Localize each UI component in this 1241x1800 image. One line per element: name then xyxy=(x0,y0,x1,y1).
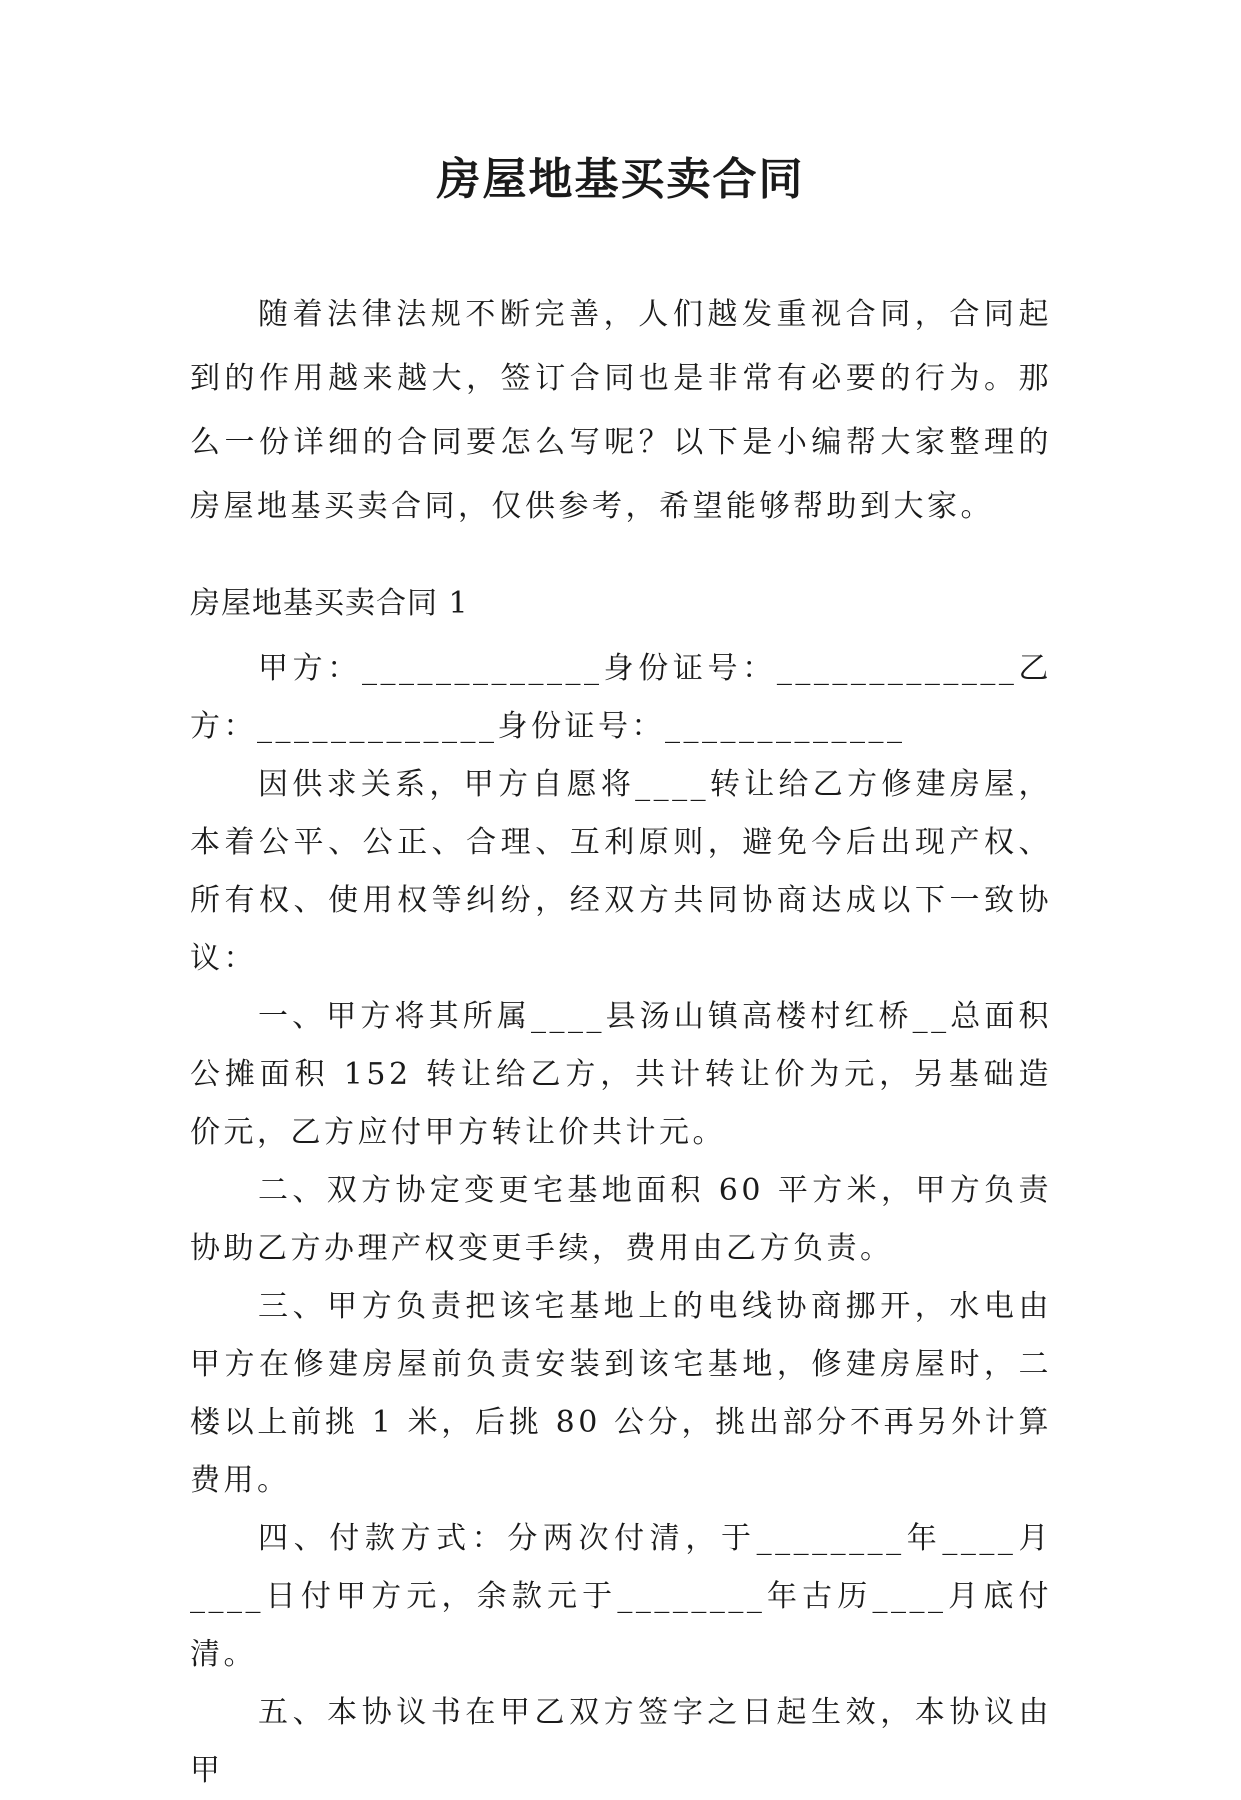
section-title: 房屋地基买卖合同 1 xyxy=(190,586,469,621)
parties-line: 甲方：_____________身份证号：_____________乙方：_____________身份证号：_____________ xyxy=(190,651,1052,744)
contract-body xyxy=(190,640,1052,1800)
clause-5: 五、本协议书在甲乙双方签字之日起生效，本协议由甲 xyxy=(190,1695,1052,1788)
intro-paragraph: 随着法律法规不断完善，人们越发重视合同，合同起到的作用越来越大，签订合同也是非常有必要的行为。那么一份详细的合同要怎么写呢？以下是小编帮大家整理的房屋地基买卖合同，仅供参考，希望能够帮助到大家。 xyxy=(190,297,1052,524)
clause-4: 四、付款方式：分两次付清，于________年____月____日付甲方元，余款元于________年古历____月底付清。 xyxy=(190,1521,1052,1672)
clause-2: 二、双方协定变更宅基地面积 60 平方米，甲方负责协助乙方办理产权变更手续，费用由乙方负责。 xyxy=(190,1173,1052,1266)
document-title: 房屋地基买卖合同 xyxy=(436,154,805,205)
clause-1: 一、甲方将其所属____县汤山镇高楼村红桥__总面积公摊面积 152 转让给乙方，共计转让价为元，另基础造价元，乙方应付甲方转让价共计元。 xyxy=(190,999,1052,1150)
preamble-paragraph: 因供求关系，甲方自愿将____转让给乙方修建房屋，本着公平、公正、合理、互利原则，避免今后出现产权、所有权、使用权等纠纷，经双方共同协商达成以下一致协议： xyxy=(190,767,1052,976)
clause-3: 三、甲方负责把该宅基地上的电线协商挪开，水电由甲方在修建房屋前负责安装到该宅基地，修建房屋时，二楼以上前挑 1 米，后挑 80 公分，挑出部分不再另外计算费用。 xyxy=(190,1289,1052,1498)
